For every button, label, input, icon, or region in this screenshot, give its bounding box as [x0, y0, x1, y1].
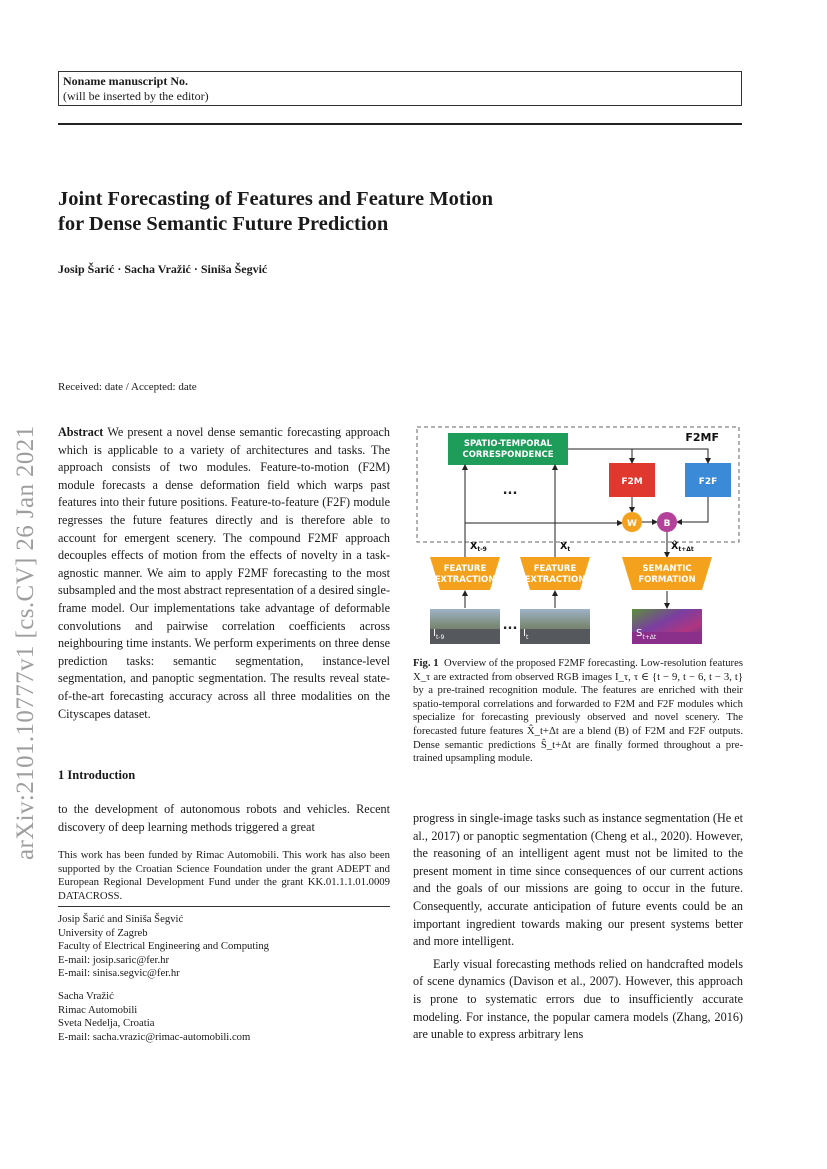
f2m-label: F2M: [621, 477, 643, 487]
affiliation-email[interactable]: E-mail: sacha.vrazic@rimac-automobili.com: [58, 1030, 251, 1043]
caption-text: Overview of the proposed F2MF forecasting. Low-resolution features X_τ are extracted from observed RGB images I_τ, τ ∈ {t − 9, t − 6, t − 3, t} by a pre-trained recognition module. The features are enriched with their spatio-temporal correlations and forwarded to F2M and F2F modules which specialize for forecasting previously observed and novel scenery. The forecasted future features X̂_t+Δt are a blend (B) of F2M and F2F outputs. Dense semantic predictions Ŝ_t+Δt are finally formed throughout a pre-trained upsampling module.: [413, 657, 744, 765]
x-t9-label: $X_{t-9}$: [470, 541, 487, 553]
paper-title: [58, 187, 618, 237]
f2f-label: F2F: [698, 477, 718, 487]
editor-header-box: [58, 71, 742, 106]
affiliation-line: Faculty of Electrical Engineering and Computing: [58, 940, 270, 953]
editor-note: (will be inserted by the editor): [63, 89, 209, 103]
ellipsis-bottom: ...: [502, 618, 518, 633]
image-i-t9-label: $I_{t-9}$: [433, 628, 445, 641]
affiliation-rimac: [58, 990, 390, 1044]
image-i-t-label: $I_t$: [523, 628, 529, 641]
image-s-label: $S_{t+\Delta t}$: [636, 628, 657, 641]
fe1-label-1: FEATURE: [443, 564, 487, 574]
f2mf-label: F2MF: [685, 431, 719, 444]
abstract-label: Abstract: [58, 425, 104, 439]
caption-label: Fig. 1: [413, 657, 439, 669]
affiliation-line: Sveta Nedelja, Croatia: [58, 1017, 155, 1030]
abstract-text: We present a novel dense semantic forecasting approach which is applicable to a variety of architectures and tasks. The approach consists of two modules. Feature-to-motion (F2M) module forecasts a dense deformation field which warps past features into their future positions. Feature-to-feature (F2F) module regresses the future features directly and is therefore able to account for emergent scenery. The compound F2MF approach decouples effects of motion from the effects of novelty in a task-agnostic manner. We aim to apply F2MF forecasting to the most subsampled and the most abstract representation of a desired single-frame model. Our implementations take advantage of deformable convolutions and pairwise correlation coefficients across neighbouring time instants. We perform experiments on three dense prediction tasks: semantic segmentation, instance-level segmentation, and panoptic segmentation. The results reveal state-of-the-art forecasting accuracy across all three modalities on the Cityscapes dataset.: [58, 425, 391, 721]
fe1-label-2: EXTRACTION: [434, 575, 496, 585]
received-date: Received: date / Accepted: date: [58, 381, 197, 393]
sf-label-1: SEMANTIC: [642, 564, 692, 574]
body-paragraph: Early visual forecasting methods relied on handcrafted models of scene dynamics (Davison et al., 2007). However, this approach is prone to systematic errors due to insufficiently accurate modeling. For instance, the popular camera models (Zhang, 2016) are unable to express arbitrary lens: [413, 956, 743, 1042]
affiliation-line: Sacha Vražić: [58, 990, 114, 1002]
affiliation-line: Josip Šarić and Siniša Šegvić: [58, 913, 184, 925]
fe2-label-2: EXTRACTION: [524, 575, 586, 585]
stc-label-1: SPATIO-TEMPORAL: [463, 439, 553, 449]
w-label: W: [627, 519, 637, 529]
author-list: Josip Šarić · Sacha Vražić · Siniša Šegvić: [58, 262, 268, 276]
title-line-2: for Dense Semantic Future Prediction: [58, 213, 389, 235]
spatio-temporal-box: [448, 433, 568, 465]
affiliation-line: Rimac Automobili: [58, 1003, 138, 1016]
body-paragraph: progress in single-image tasks such as instance segmentation (He et al., 2017) or panoptic segmentation (Cheng et al., 2020). However, the reasoning of an intelligent agent must not be limited to the present moment in time since consequences of our current actions and the goals of our missions are going to occur in the future. Consequently, accurate anticipation of future events could be an important ingredient towards making our present systems better and more intelligent.: [413, 811, 743, 949]
sf-label-2: FORMATION: [638, 575, 696, 585]
arxiv-stamp: arXiv:2101.10777v1 [cs.CV] 26 Jan 2021: [12, 425, 39, 860]
section-heading-introduction: 1 Introduction: [58, 768, 136, 782]
abstract: [58, 424, 390, 723]
ellipsis-top: ...: [502, 483, 518, 498]
right-column-body: [413, 810, 743, 1044]
affiliation-zagreb: [58, 913, 390, 981]
fe2-label-1: FEATURE: [533, 564, 577, 574]
affiliation-line: University of Zagreb: [58, 926, 148, 939]
funding-footnote: This work has been funded by Rimac Automobili. This work has also been supported by the Croatian Science Foundation under the grant ADEPT and European Regional Development Fund under the grant KK.01.1.1.01.0009 DATACROSS.: [58, 849, 390, 902]
affiliation-email[interactable]: E-mail: josip.saric@fer.hr: [58, 953, 170, 966]
x-t-label: $X_t$: [560, 541, 571, 553]
b-label: B: [663, 519, 671, 529]
footnote-rule: [58, 906, 390, 907]
x-hat-label: $X̂_{t+\Delta t}$: [671, 541, 694, 553]
figure-1-diagram: [413, 424, 743, 654]
affiliation-email[interactable]: E-mail: sinisa.segvic@fer.hr: [58, 967, 180, 980]
intro-paragraph: to the development of autonomous robots and vehicles. Recent discovery of deep learning methods triggered a great: [58, 802, 390, 834]
title-line-1: Joint Forecasting of Features and Feature Motion: [58, 188, 494, 210]
figure-1-caption: [413, 657, 743, 766]
stc-label-2: CORRESPONDENCE: [462, 450, 554, 460]
manuscript-number: Noname manuscript No.: [63, 74, 188, 88]
header-rule: [58, 123, 742, 125]
